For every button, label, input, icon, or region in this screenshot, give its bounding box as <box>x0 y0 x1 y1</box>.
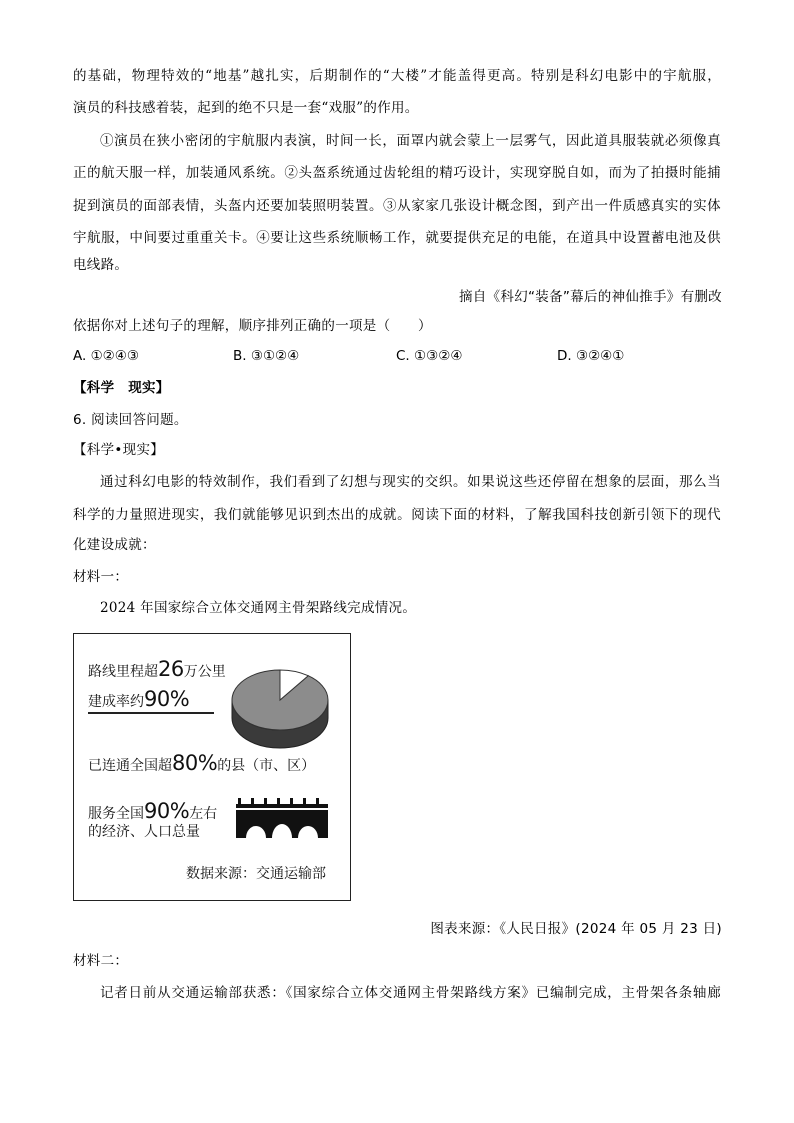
economy-prefix: 服务全国 <box>88 806 144 822</box>
option-c: C. ①③②④ <box>396 348 463 364</box>
county-suffix: 的县（市、区） <box>217 758 316 774</box>
passage-line: 演员的科技感着装，起到的绝不只是一套“戏服”的作用。 <box>73 100 419 116</box>
question-6-stem: 6. 阅读回答问题。 <box>73 412 188 428</box>
intro-line: 通过科幻电影的特效制作，我们看到了幻想与现实的交织。如果说这些还停留在想象的层面，那么当 <box>100 474 721 490</box>
economy-suffix: 左右 <box>189 806 218 822</box>
economy-number: 90% <box>144 799 190 823</box>
intro-line: 化建设成就： <box>73 537 156 553</box>
mileage-number: 26 <box>158 657 184 681</box>
county-number: 80% <box>172 751 218 775</box>
county-prefix: 已连通全国超 <box>88 758 172 774</box>
completion-prefix: 建成率约 <box>88 694 144 710</box>
figure-source: 图表来源：《人民日报》(2024 年 05 月 23 日) <box>430 921 722 937</box>
option-b: B. ③①②④ <box>233 348 300 364</box>
completion-number: 90% <box>144 687 190 711</box>
material-2-label: 材料二： <box>73 953 129 969</box>
mileage-prefix: 路线里程超 <box>88 664 158 680</box>
passage-line: 宇航服，中间要过重重关卡。④要让这些系统顺畅工作，就要提供充足的电能，在道具中设置蓄电池及供 <box>73 230 721 246</box>
county-stat <box>88 751 316 775</box>
stat-underline <box>88 712 214 714</box>
section-heading: 【科学 现实】 <box>73 380 170 396</box>
option-d: D. ③②④① <box>557 348 625 364</box>
economy-stat <box>88 799 218 823</box>
option-a: A. ①②④③ <box>73 348 139 364</box>
economy-stat-line2: 的经济、人口总量 <box>88 824 200 840</box>
data-source: 数据来源：交通运输部 <box>186 866 326 882</box>
question-5-stem: 依据你对上述句子的理解，顺序排列正确的一项是（ ） <box>73 318 432 334</box>
material-1-caption: 2024 年国家综合立体交通网主骨架路线完成情况。 <box>100 600 417 616</box>
passage-line: 正的航天服一样，加装通风系统。②头盔系统通过齿轮组的精巧设计，实现穿脱自如，而为了拍摄时能捕 <box>73 165 721 181</box>
passage-line: 的基础，物理特效的“地基”越扎实，后期制作的“大楼”才能盖得更高。特别是科幻电影中的宇航服， <box>73 68 721 84</box>
completion-pie-chart <box>230 664 336 750</box>
mileage-suffix: 万公里 <box>183 664 226 680</box>
mileage-stat <box>88 657 226 681</box>
question-6-label: 【科学•现实】 <box>73 442 165 458</box>
bridge-icon <box>234 796 330 840</box>
passage-source: 摘自《科幻“装备”幕后的神仙推手》有删改 <box>459 289 722 305</box>
passage-line: 捉到演员的面部表情，头盔内还要加装照明装置。③从家家几张设计概念图，到产出一件质感真实的实体 <box>73 198 721 214</box>
passage-line: 电线路。 <box>73 257 129 273</box>
passage-line: ①演员在狭小密闭的宇航服内表演，时间一长，面罩内就会蒙上一层雾气，因此道具服装就必须像真 <box>100 133 721 149</box>
infographic-figure <box>73 633 351 901</box>
material-1-label: 材料一： <box>73 569 129 585</box>
material-2-line: 记者日前从交通运输部获悉：《国家综合立体交通网主骨架路线方案》已编制完成，主骨架各条轴廊 <box>100 985 721 1001</box>
intro-line: 科学的力量照进现实，我们就能够见识到杰出的成就。阅读下面的材料，了解我国科技创新引领下的现代 <box>73 507 721 523</box>
completion-stat <box>88 687 190 711</box>
